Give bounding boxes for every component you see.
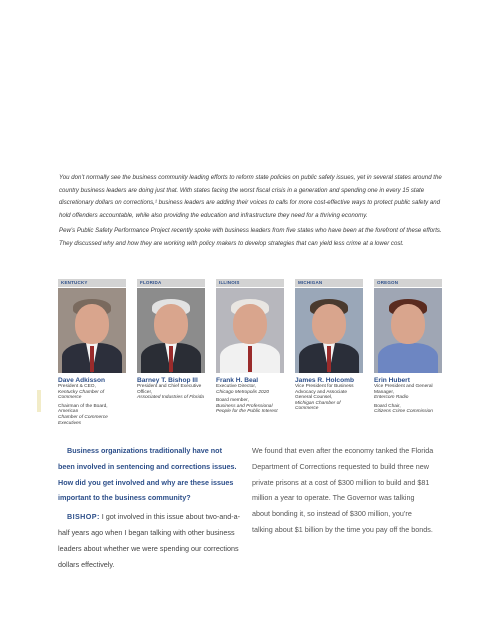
profile-panels: [58, 279, 444, 429]
state-label: FLORIDA: [137, 279, 205, 287]
person-name: James R. Holcomb: [295, 377, 354, 384]
interview-question: Business organizations traditionally have not been involved in sentencing and corrections issues. How did you get involved and why are these issues important to the business community?: [58, 446, 237, 503]
state-label: ILLINOIS: [216, 279, 284, 287]
person-name: Dave Adkisson: [58, 377, 106, 384]
portrait-photo: [374, 288, 442, 373]
profile-panel: [137, 279, 205, 401]
profile-panel: [216, 279, 284, 415]
portrait-photo: [295, 288, 363, 373]
intro-paragraph-2: Pew’s Public Safety Performance Project recently spoke with business leaders from five states who have been at the forefront of these efforts. They discussed why and how they are working with policy makers to develop strategies that can yield less crime at a lower cost.: [59, 227, 442, 247]
intro-text: [59, 172, 443, 254]
person-name: Frank H. Beal: [216, 377, 259, 384]
state-label: OREGON: [374, 279, 442, 287]
person-title-line: Michigan Chamber of Commerce: [295, 400, 341, 412]
interview-answer: BISHOP: I got involved in this issue about two-and-a-half years ago when I began talking with other business leaders about whether we were spending our corrections dollars effectively.: [58, 512, 241, 569]
person-title-line: Vice President for Business Advocacy and Associate: [295, 384, 354, 395]
person-name: Barney T. Bishop III: [137, 377, 198, 384]
page-edge-marker: [37, 390, 41, 412]
interview-answer-continued: We found that even after the economy tanked the Florida Department of Corrections requested to build three new private prisons at a cost of $300 million to build and $81 million a year to operate. The Governor was talking about bonding it, so instead of $300 million, you’re talking about $1 billion by the time you pay off the bonds.: [252, 446, 434, 534]
intro-paragraph-1: You don’t normally see the business community leading efforts to reform state policies on public safety issues, yet in several states around the country business leaders are doing just that. With states facing the worst fiscal crisis in a generation and spending one in every 15 state discretionary dollars on corrections,¹ business leaders are adding their voices to calls for more cost-effective ways to protect public safety and hold offenders accountable, while also providing the education and infrastructure they need for a thriving economy.: [59, 174, 442, 219]
profile-panel: [58, 279, 126, 426]
person-title-line: Chicago Metropolis 2020: [216, 389, 270, 395]
person-title-line: Executive Director,: [216, 384, 256, 389]
person-title-line: Board Chair,: [374, 403, 401, 409]
person-title-line: Associated Industries of Florida: [137, 395, 204, 401]
person-title-line: Citizens Crime Commission: [374, 409, 433, 415]
speaker-label: BISHOP:: [67, 512, 100, 522]
profile-panel: [374, 279, 442, 415]
state-label: MICHIGAN: [295, 279, 363, 287]
person-title-line: General Counsel,: [295, 395, 333, 401]
profile-panel: [295, 279, 363, 412]
person-title-line: Entercom Radio: [374, 395, 409, 401]
interview-left-column: [58, 443, 240, 572]
person-name: Erin Hubert: [374, 377, 410, 384]
person-title-line: Board member,: [216, 398, 249, 404]
person-title-line: Chairman of the Board, American: [58, 403, 108, 415]
state-label: KENTUCKY: [58, 279, 126, 287]
portrait-photo: [58, 288, 126, 373]
person-title-line: Kentucky Chamber of Commerce: [58, 389, 105, 401]
interview-right-column: [252, 443, 434, 538]
person-title-line: Business and Professional People for the Public Interest: [216, 403, 278, 415]
person-title-line: Vice President and General Manager,: [374, 384, 433, 395]
portrait-photo: [137, 288, 205, 373]
person-title-line: President & CEO,: [58, 384, 96, 389]
portrait-photo: [216, 288, 284, 373]
person-title-line: President and Chief Executive Officer,: [137, 384, 202, 395]
person-title-line: Chamber of Commerce Executives: [58, 414, 108, 426]
